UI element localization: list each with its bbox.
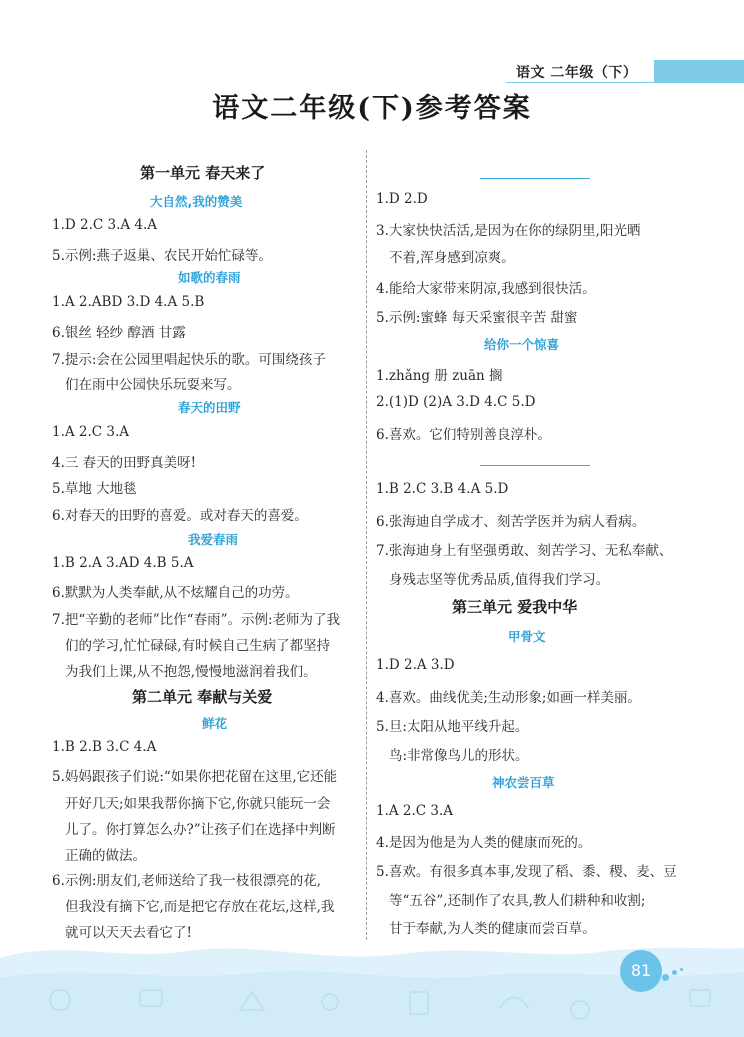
answer-line: 等“五谷”,还制作了农具,教人们耕种和收割; [389, 893, 646, 909]
answer-line: 6.默默为人类奉献,从不炫耀自己的功劳。 [52, 585, 299, 601]
unit-3-title: 第三单元 爱我中华 [452, 598, 578, 616]
page-number: 81 [620, 950, 662, 992]
answer-line: 1.D 2.D [376, 191, 428, 207]
page-title: 语文二年级(下)参考答案 [212, 93, 532, 124]
answer-line: 5.示例:燕子返巢、农民开始忙碌等。 [52, 248, 272, 264]
header-accent-bar [654, 60, 744, 82]
answer-line: 1.B 2.A 3.AD 4.B 5.A [52, 555, 194, 571]
answer-line: 1.zhǎng 册 zuān 搁 [376, 368, 503, 384]
section-title: 我爱春雨 [188, 532, 239, 547]
answer-line: 2.(1)D (2)A 3.D 4.C 5.D [376, 394, 536, 410]
answer-line: 1.B 2.B 3.C 4.A [52, 739, 157, 755]
answer-line: 开好几天;如果我帮你摘下它,你就只能玩一会 [65, 796, 331, 812]
section-title: 春天的田野 [178, 400, 241, 415]
answer-line: 不着,浑身感到凉爽。 [389, 250, 515, 266]
answer-line: 6.喜欢。它们特别善良淳朴。 [376, 427, 551, 443]
answer-line: 们在雨中公园快乐玩耍来写。 [65, 377, 241, 393]
answer-line: 鸟:非常像鸟儿的形状。 [389, 748, 529, 764]
header-rule [506, 82, 744, 83]
answer-line: 5.妈妈跟孩子们说:“如果你把花留在这里,它还能 [52, 769, 338, 785]
section-title: 神农尝百草 [492, 775, 555, 790]
header-tag [506, 60, 744, 82]
answer-line: 1.B 2.C 3.B 4.A 5.D [376, 481, 509, 497]
section-title: 如歌的春雨 [178, 270, 241, 285]
answer-line: 甘于奉献,为人类的健康而尝百草。 [389, 921, 596, 937]
answer-line: 1.A 2.C 3.A [52, 424, 130, 440]
answer-line: 身残志坚等优秀品质,值得我们学习。 [389, 572, 610, 588]
answer-line: 4.是因为他是为人类的健康而死的。 [376, 835, 592, 851]
answer-line: 4.能给大家带来阴凉,我感到很快活。 [376, 281, 596, 297]
column-divider [366, 150, 367, 940]
answer-line: 1.D 2.C 3.A 4.A [52, 217, 158, 233]
answer-line: 就可以天天去看它了! [65, 925, 192, 941]
answer-line: 7.提示:会在公园里唱起快乐的歌。可围绕孩子 [52, 352, 326, 368]
unit-2-title: 第二单元 奉献与关爱 [132, 688, 273, 706]
section-title: 甲骨文 [508, 629, 546, 644]
answer-line: 5.草地 大地毯 [52, 481, 137, 497]
header-label: 语文 二年级（下） [516, 65, 638, 81]
answer-line: 1.D 2.A 3.D [376, 657, 455, 673]
answer-line: 6.银丝 轻纱 醇酒 甘露 [52, 325, 186, 341]
answer-line: 们的学习,忙忙碌碌,有时候自己生病了都坚持 [65, 638, 331, 654]
answer-line: 1.A 2.ABD 3.D 4.A 5.B [52, 294, 205, 310]
answer-line: 5.喜欢。有很多真本事,发现了稻、黍、稷、麦、豆 [376, 864, 677, 880]
answer-line: 正确的做法。 [65, 848, 146, 864]
answer-line: 儿了。你打算怎么办?”让孩子们在选择中判断 [65, 822, 336, 838]
section-title: 鲜花 [202, 716, 228, 731]
answer-line: 5.示例:蜜蜂 每天采蜜很辛苦 甜蜜 [376, 310, 578, 326]
answer-line: 4.喜欢。曲线优美;生动形象;如画一样美丽。 [376, 690, 641, 706]
answer-line: 3.大家快快活活,是因为在你的绿阴里,阳光晒 [376, 223, 641, 239]
section-title-blank [480, 178, 590, 179]
answer-line: 为我们上课,从不抱怨,慢慢地滋润着我们。 [65, 664, 317, 680]
section-title: 给你一个惊喜 [484, 337, 560, 352]
unit-1-title: 第一单元 春天来了 [140, 164, 266, 182]
answer-line: 7.张海迪身上有坚强勇敢、刻苦学习、无私奉献、 [376, 543, 673, 559]
answer-line: 6.对春天的田野的喜爱。或对春天的喜爱。 [52, 508, 308, 524]
answer-line: 5.旦:太阳从地平线升起。 [376, 719, 529, 735]
answer-line: 6.张海迪自学成才、刻苦学医并为病人看病。 [376, 514, 646, 530]
answer-line: 7.把“辛勤的老师”比作“春雨”。示例:老师为了我 [52, 612, 341, 628]
section-title-blank [480, 465, 590, 466]
answer-line: 4.三 春天的田野真美呀! [52, 455, 197, 471]
answer-line: 但我没有摘下它,而是把它存放在花坛,这样,我 [65, 899, 335, 915]
answer-line: 1.A 2.C 3.A [376, 803, 454, 819]
section-title: 大自然,我的赞美 [150, 194, 243, 209]
answer-line: 6.示例:朋友们,老师送给了我一枝很漂亮的花, [52, 873, 322, 889]
